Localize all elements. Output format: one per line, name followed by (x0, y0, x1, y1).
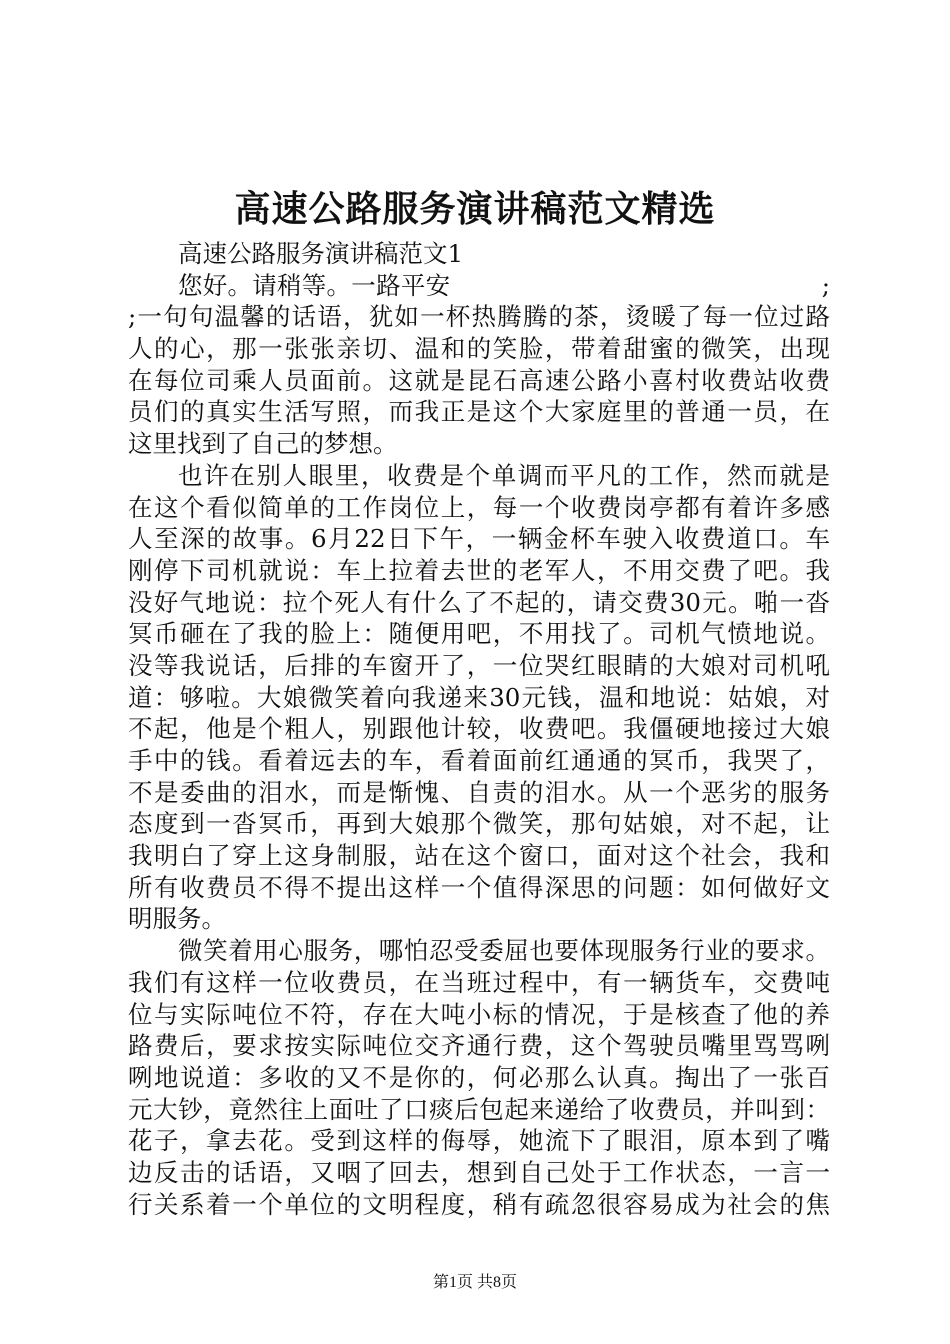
text-line: 咧地说道：多收的又不是你的，何必那么认真。掏出了一张百 (128, 1062, 830, 1092)
text-line: 行关系着一个单位的文明程度，稍有疏忽很容易成为社会的焦 (128, 1189, 830, 1219)
text-line: 没等我说话，后排的车窗开了，一位哭红眼睛的大娘对司机吼 (128, 650, 830, 680)
text-line: 明服务。 (128, 904, 226, 934)
text-line: 路费后，要求按实际吨位交齐通行费，这个驾驶员嘴里骂骂咧 (128, 1031, 830, 1061)
text-line: 态度到一沓冥币，再到大娘那个微笑，那句姑娘，对不起，让 (128, 809, 830, 839)
document-body (128, 238, 830, 1220)
text-line: 人至深的故事。6月22日下午，一辆金杯车驶入收费道口。车 (128, 524, 830, 554)
text-line: 冥币砸在了我的脸上：随便用吧，不用找了。司机气愤地说。 (128, 619, 830, 649)
text-line: ;一句句温馨的话语，犹如一杯热腾腾的茶，烫暖了每一位过路 (128, 302, 830, 332)
text-line: 员们的真实生活写照，而我正是这个大家庭里的普通一员，在 (128, 397, 830, 427)
text-line: 没好气地说：拉个死人有什么了不起的，请交费30元。啪一沓 (128, 587, 830, 617)
text-line: 这里找到了自己的梦想。 (128, 429, 398, 459)
text-line: 边反击的话语，又咽了回去，想到自己处于工作状态，一言一 (128, 1157, 830, 1187)
text-line: 您好。请稍等。一路平安 ; (178, 270, 830, 300)
text-line: 花子，拿去花。受到这样的侮辱，她流下了眼泪，原本到了嘴 (128, 1126, 830, 1156)
text-line: 在每位司乘人员面前。这就是昆石高速公路小喜村收费站收费 (128, 365, 830, 395)
text-line: 我们有这样一位收费员，在当班过程中，有一辆货车，交费吨 (128, 967, 830, 997)
text-line: 刚停下司机就说：车上拉着去世的老军人，不用交费了吧。我 (128, 555, 830, 585)
text-line: 不是委曲的泪水，而是惭愧、自责的泪水。从一个恶劣的服务 (128, 777, 830, 807)
text-line: 我明白了穿上这身制服，站在这个窗口，面对这个社会，我和 (128, 841, 830, 871)
text-line: 元大钞，竟然往上面吐了口痰后包起来递给了收费员，并叫到： (128, 1094, 830, 1124)
text-line: 所有收费员不得不提出这样一个值得深思的问题：如何做好文 (128, 872, 830, 902)
text-line: 不起，他是个粗人，别跟他计较，收费吧。我僵硬地接过大娘 (128, 714, 830, 744)
text-line: 也许在别人眼里，收费是个单调而平凡的工作，然而就是 (178, 460, 830, 490)
page-footer: 第1页 共8页 (432, 1274, 517, 1291)
text-line: 手中的钱。看着远去的车，看着面前红通通的冥币，我哭了， (128, 746, 830, 775)
text-line: 在这个看似简单的工作岗位上，每一个收费岗亭都有着许多感 (128, 492, 830, 522)
subtitle: 高速公路服务演讲稿范文1 (178, 239, 464, 268)
text-line: 人的心，那一张张亲切、温和的笑脸，带着甜蜜的微笑，出现 (128, 334, 830, 364)
page-title: 高速公路服务演讲稿范文精选 (234, 188, 716, 230)
text-line: 微笑着用心服务，哪怕忍受委屈也要体现服务行业的要求。 (178, 936, 830, 966)
text-line: 道：够啦。大娘微笑着向我递来30元钱，温和地说：姑娘，对 (128, 682, 830, 712)
text-line: 位与实际吨位不符，存在大吨小标的情况，于是核查了他的养 (128, 999, 830, 1029)
